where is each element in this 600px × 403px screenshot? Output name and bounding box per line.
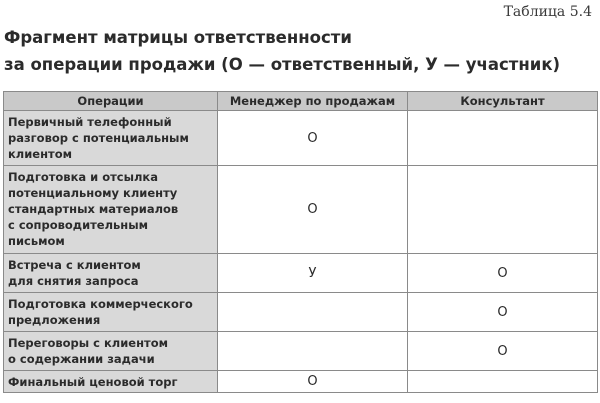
header-operations: Операции <box>4 92 218 111</box>
table-row <box>4 332 598 371</box>
table-row <box>4 371 598 393</box>
caption-line-1: Фрагмент матрицы ответственности <box>4 28 352 47</box>
operation-cell: Подготовка коммерческого предложения <box>4 293 218 332</box>
operation-cell: Первичный телефонный разговор с потенциальным клиентом <box>4 111 218 166</box>
header-sales-manager: Менеджер по продажам <box>218 92 408 111</box>
consultant-cell <box>408 166 598 254</box>
operation-cell: Подготовка и отсылка потенциальному клиенту стандартных материалов с сопроводительным письмом <box>4 166 218 254</box>
operation-cell: Финальный ценовой торг <box>4 371 218 393</box>
manager-cell <box>218 293 408 332</box>
header-consultant: Консультант <box>408 92 598 111</box>
manager-cell <box>218 332 408 371</box>
header-row <box>4 92 598 111</box>
table-row <box>4 166 598 254</box>
operation-cell: Переговоры с клиентом о содержании задачи <box>4 332 218 371</box>
manager-cell: О <box>218 111 408 166</box>
manager-cell: О <box>218 371 408 393</box>
table-row <box>4 293 598 332</box>
table-row <box>4 254 598 293</box>
table-caption <box>4 24 594 78</box>
consultant-cell <box>408 371 598 393</box>
consultant-cell: О <box>408 293 598 332</box>
consultant-cell: О <box>408 332 598 371</box>
responsibility-matrix <box>3 91 598 393</box>
consultant-cell <box>408 111 598 166</box>
table-row <box>4 111 598 166</box>
manager-cell: О <box>218 166 408 254</box>
consultant-cell: О <box>408 254 598 293</box>
manager-cell: У <box>218 254 408 293</box>
table-number: Таблица 5.4 <box>503 4 592 20</box>
operation-cell: Встреча с клиентом для снятия запроса <box>4 254 218 293</box>
caption-line-2: за операции продажи (О — ответственный, У — участник) <box>4 55 561 74</box>
